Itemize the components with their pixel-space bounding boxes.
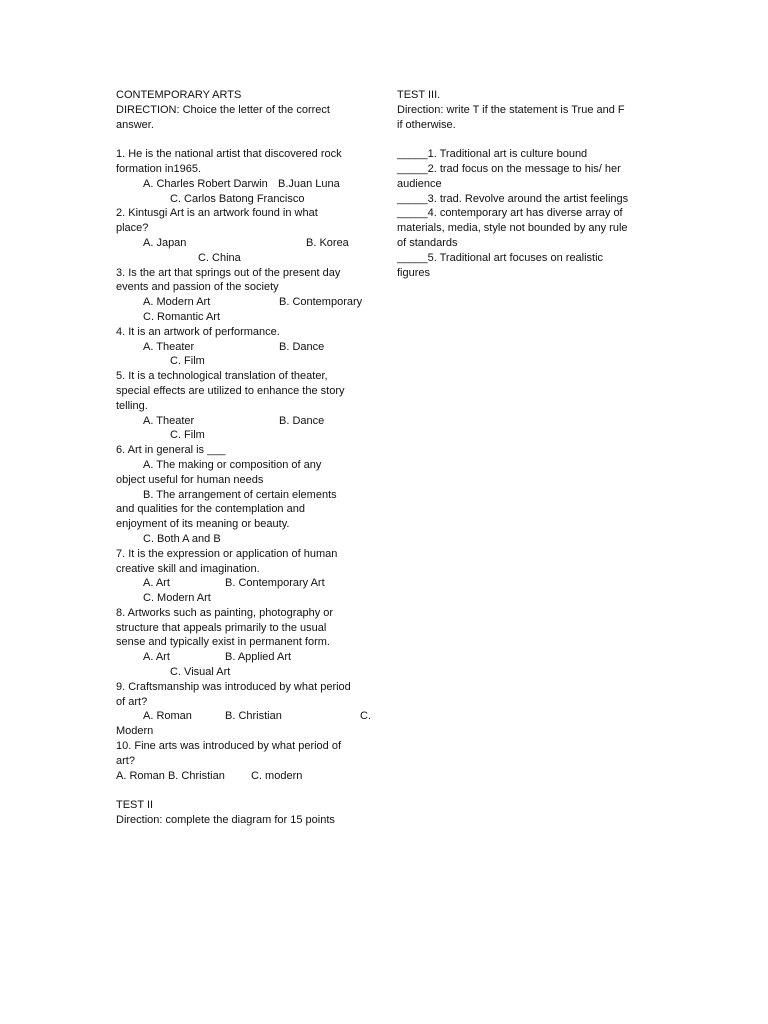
question-3: 3. Is the art that springs out of the present day bbox=[116, 266, 341, 279]
statement-2: _____2. trad focus on the message to his/ her bbox=[397, 162, 621, 175]
question-5: 5. It is a technological translation of theater, bbox=[116, 370, 328, 383]
question-6: 6. Art in general is ___ bbox=[116, 444, 226, 457]
question-8-cont: structure that appeals primarily to the usual bbox=[116, 621, 327, 634]
question-1-cont: formation in1965. bbox=[116, 162, 201, 175]
option-b: B. Contemporary Art bbox=[225, 577, 325, 590]
question-5-cont: telling. bbox=[116, 399, 148, 412]
option-b: B. Contemporary bbox=[279, 296, 363, 309]
question-5-options bbox=[116, 414, 372, 429]
question-8-options bbox=[116, 650, 372, 665]
option-a: A. Japan bbox=[143, 236, 187, 249]
statement-4-cont: of standards bbox=[397, 236, 458, 249]
question-4: 4. It is an artwork of performance. bbox=[116, 325, 280, 338]
direction-line: if otherwise. bbox=[397, 118, 456, 131]
option-a-cont: object useful for human needs bbox=[116, 473, 264, 486]
option-a: A. Theater bbox=[143, 414, 195, 427]
question-9-options bbox=[116, 709, 372, 724]
option-c: C. Modern Art bbox=[143, 592, 211, 605]
right-column bbox=[397, 88, 649, 280]
option-c: C. Visual Art bbox=[170, 666, 231, 679]
question-10: 10. Fine arts was introduced by what period of bbox=[116, 740, 342, 753]
question-9-cont: of art? bbox=[116, 695, 148, 708]
question-3-cont: events and passion of the society bbox=[116, 281, 279, 294]
question-8-cont: sense and typically exist in permanent form. bbox=[116, 636, 330, 649]
option-a: A. The making or composition of any bbox=[143, 458, 322, 471]
option-c: C. Film bbox=[170, 429, 205, 442]
option-c: C. China bbox=[198, 251, 241, 264]
left-column bbox=[116, 88, 372, 828]
question-1: 1. He is the national artist that discovered rock bbox=[116, 148, 342, 161]
option-c: C. Both A and B bbox=[143, 532, 221, 545]
option-a: A. Charles Robert Darwin bbox=[143, 177, 268, 190]
test-3-title: TEST III. bbox=[397, 89, 441, 101]
question-1-options bbox=[116, 177, 372, 192]
question-3-options bbox=[116, 295, 372, 310]
spacer bbox=[397, 132, 649, 147]
option-a: A. Theater bbox=[143, 340, 195, 353]
option-a: A. Art bbox=[143, 577, 170, 590]
option-b: B. Dance bbox=[279, 414, 325, 427]
statement-4-cont: materials, media, style not bounded by any rule bbox=[397, 222, 628, 235]
test-2-direction: Direction: complete the diagram for 15 points bbox=[116, 814, 335, 827]
option-b: B. Applied Art bbox=[225, 651, 292, 664]
question-8: 8. Artworks such as painting, photography or bbox=[116, 606, 334, 619]
option-a: A. Roman bbox=[143, 710, 192, 723]
statement-3: _____3. trad. Revolve around the artist feelings bbox=[397, 192, 629, 205]
statement-1: _____1. Traditional art is culture bound bbox=[397, 148, 588, 161]
document-title: CONTEMPORARY ARTS bbox=[116, 89, 242, 101]
question-10-options bbox=[116, 769, 372, 784]
question-7-cont: creative skill and imagination. bbox=[116, 562, 260, 575]
options-a-b: A. Roman B. Christian bbox=[116, 769, 225, 782]
statement-2-cont: audience bbox=[397, 177, 442, 190]
option-c: C. Romantic Art bbox=[143, 310, 221, 323]
question-4-options bbox=[116, 340, 372, 355]
statement-5-cont: figures bbox=[397, 266, 431, 279]
question-7-options bbox=[116, 576, 372, 591]
question-9: 9. Craftsmanship was introduced by what period bbox=[116, 680, 351, 693]
option-a: A. Art bbox=[143, 651, 170, 664]
question-2-options bbox=[116, 236, 372, 251]
direction-line: answer. bbox=[116, 118, 154, 131]
question-7: 7. It is the expression or application of human bbox=[116, 547, 338, 560]
option-c: C. Carlos Batong Francisco bbox=[170, 192, 305, 205]
option-b: B. Dance bbox=[279, 340, 325, 353]
option-b-cont: enjoyment of its meaning or beauty. bbox=[116, 518, 290, 531]
statement-4: _____4. contemporary art has diverse array of bbox=[397, 207, 623, 220]
option-b: B. Christian bbox=[225, 710, 282, 723]
question-10-cont: art? bbox=[116, 754, 135, 767]
spacer bbox=[116, 132, 372, 147]
direction-line: Direction: write T if the statement is True and F bbox=[397, 103, 625, 116]
direction-line: DIRECTION: Choice the letter of the correct bbox=[116, 103, 330, 116]
spacer bbox=[116, 783, 372, 798]
statement-5: _____5. Traditional art focuses on realistic bbox=[397, 251, 604, 264]
option-c: C. bbox=[360, 710, 371, 723]
option-c: C. Film bbox=[170, 355, 205, 368]
test-2-title: TEST II bbox=[116, 799, 154, 812]
option-b-cont: and qualities for the contemplation and bbox=[116, 503, 305, 516]
option-b: B. The arrangement of certain elements bbox=[143, 488, 337, 501]
option-b: B. Korea bbox=[306, 236, 349, 249]
option-c: C. modern bbox=[251, 769, 303, 782]
question-2-cont: place? bbox=[116, 222, 149, 235]
option-b: B.Juan Luna bbox=[278, 177, 340, 190]
question-2: 2. Kintusgi Art is an artwork found in what bbox=[116, 207, 318, 220]
question-5-cont: special effects are utilized to enhance the story bbox=[116, 384, 345, 397]
option-c-cont: Modern bbox=[116, 725, 154, 738]
option-a: A. Modern Art bbox=[143, 296, 211, 309]
